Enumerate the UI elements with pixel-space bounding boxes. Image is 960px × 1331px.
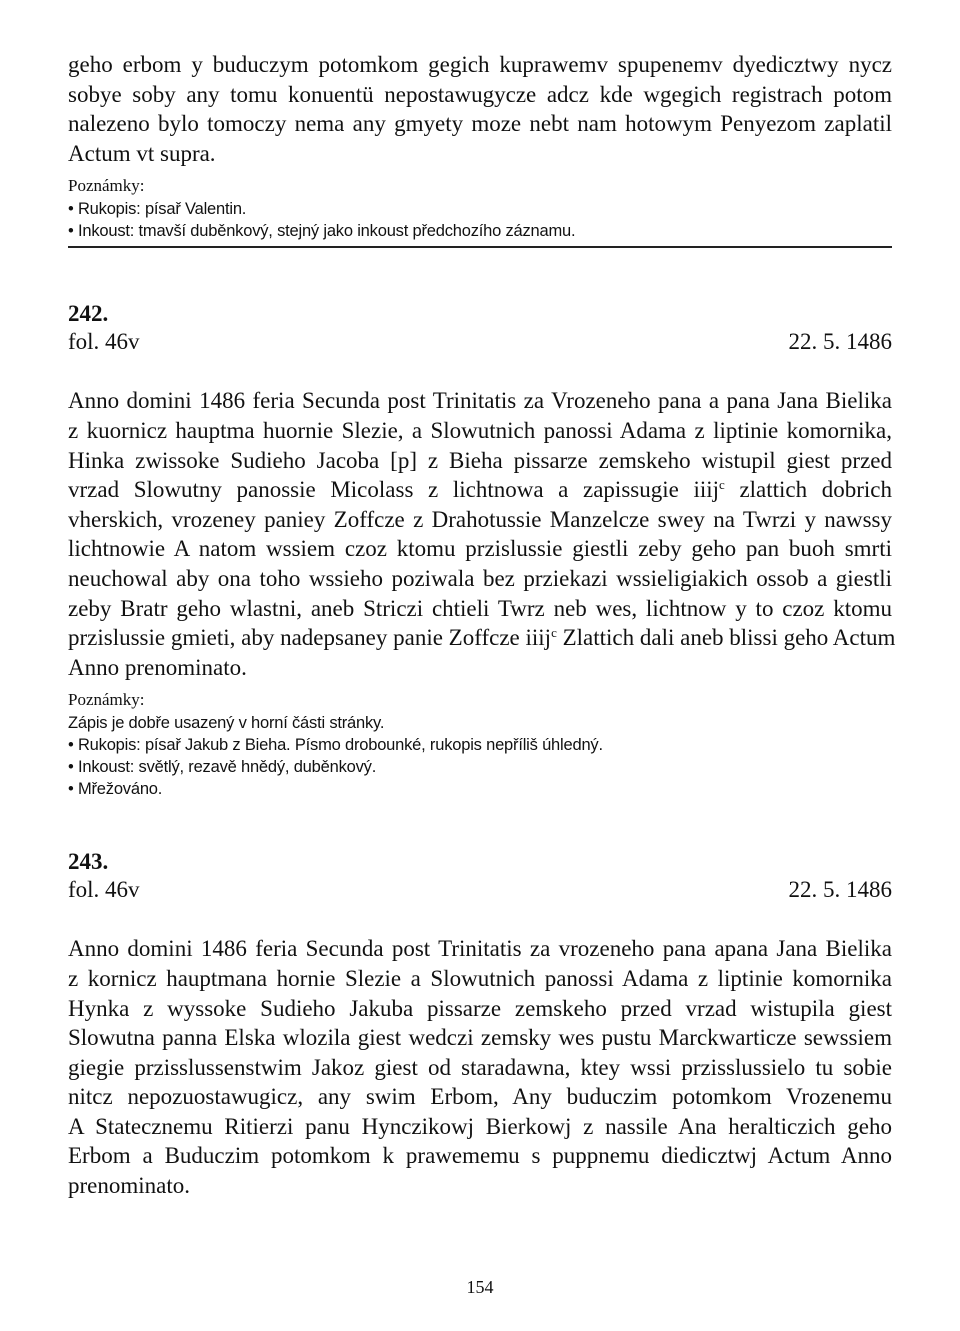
text-line: neuchowal aby ona toho wssieho poziwala bez prziekazi wssieligiakich ossob a giestli: [68, 565, 892, 591]
note-item: Zápis je dobře usazený v horní části stránky.: [68, 714, 385, 733]
superscript: c: [719, 477, 725, 493]
text-line: Erbom a Buduczim potomkom k prawememu s puppnemu diedicztwj Actum Anno: [68, 1143, 892, 1169]
text-line: Anno domini 1486 feria Secunda post Trinitatis za vrozeneho pana apana Jana Bielika: [68, 936, 892, 962]
text-line: Actum vt supra.: [68, 140, 216, 166]
continuation-paragraph: [68, 50, 892, 168]
entry-number: 243.: [68, 849, 109, 875]
text-line: Hinka zwissoke Sudieho Jacoba [p] z Bieha pissarze zemskeho wistupil giest przed: [68, 447, 892, 473]
text-segment: vrzad Slowutny panossie Micolass z lichtnowa a zapissugie iiij: [68, 477, 720, 503]
document-page: [68, 50, 896, 1201]
text-line: z kuornicz hauptma huornie Slezie, a Slowutnich panossi Adama z liptinie komornika,: [68, 417, 892, 443]
superscript: c: [551, 625, 557, 641]
entry-number: 242.: [68, 301, 109, 327]
note-item: • Rukopis: písař Jakub z Bieha. Písmo drobounké, rukopis nepříliš úhledný.: [68, 736, 603, 755]
note-item: • Inkoust: světlý, rezavě hnědý, duběnkový.: [68, 758, 377, 777]
text-segment: przislussie gmieti, aby nadepsaney panie Zoffcze iiij: [68, 625, 552, 651]
folio-row: [68, 876, 892, 904]
note-item: • Rukopis: písař Valentin.: [68, 200, 247, 219]
notes-heading: Poznámky:: [68, 690, 145, 710]
notes-heading: Poznámky:: [68, 176, 145, 196]
text-line: vherskich, vrozeney paniey Zoffcze z Drahotussie Manzelcze swey na Twrzi y nawssy: [68, 506, 892, 532]
folio-label: fol. 46v: [68, 877, 140, 903]
text-segment: Zlattich dali aneb blissi geho Actum: [562, 625, 896, 651]
text-line: prenominato.: [68, 1173, 190, 1199]
text-line: zeby Bratr geho wlastni, aneb Striczi chtieli Twrz neb wes, lichtnow y to czoz ktomu: [68, 595, 892, 621]
text-line: [68, 623, 896, 653]
text-line: sobye soby any tomu konuentü nepostawugycze adcz kde wgegich registrach potom: [68, 81, 892, 107]
text-line: [68, 475, 892, 505]
entry-text: [68, 386, 896, 682]
text-line: z kornicz hauptmana hornie Slezie a Slowutnich panossi Adama z liptinie komornika: [68, 965, 892, 991]
folio-row: [68, 328, 892, 356]
entry-date: 22. 5. 1486: [788, 329, 892, 355]
text-line: nalezeno bylo tomoczy nema any gmyety moze nebt nam hotowym Penyezom zaplatil: [68, 111, 892, 137]
note-item: • Inkoust: tmavší duběnkový, stejný jako inkoust předchozího záznamu.: [68, 222, 576, 241]
text-line: lichtnowie A natom wssiem czoz ktomu przislussie giestli zeby geho pan buoh smrti: [68, 536, 892, 562]
page-number: 154: [466, 1277, 494, 1297]
text-line: Anno prenominato.: [68, 654, 247, 680]
entry-date: 22. 5. 1486: [788, 877, 892, 903]
note-item: • Mřežováno.: [68, 780, 163, 799]
text-line: geho erbom y buduczym potomkom gegich kuprawemv spupenemv dyedicztwy nycz: [68, 52, 892, 77]
text-line: A Statecznemu Ritierzi panu Hynczikowj Bierkowj z nassile Ana heralticzich geho: [68, 1113, 892, 1139]
text-line: giegie przisslussenstwim Jakoz giest od staradawna, ktey wssi przisslussielo tu sobie: [68, 1054, 892, 1080]
text-line: nitcz nepozuostawugicz, any swim Erbom, Any buduczim potomkom Vrozenemu: [68, 1084, 892, 1110]
folio-label: fol. 46v: [68, 329, 140, 355]
entry-text: [68, 934, 892, 1200]
text-line: Slowutna panna Elska wlozila giest wedczi zemsky wes pustu Marckwarticze sewssiem: [68, 1025, 892, 1051]
text-line: Anno domini 1486 feria Secunda post Trinitatis za Vrozeneho pana a pana Jana Bielika: [68, 388, 892, 414]
text-segment: zlattich dobrich: [739, 477, 893, 503]
text-line: Hynka z wyssoke Sudieho Jakuba pissarze zemskeho przed vrzad wistupila giest: [68, 995, 892, 1021]
